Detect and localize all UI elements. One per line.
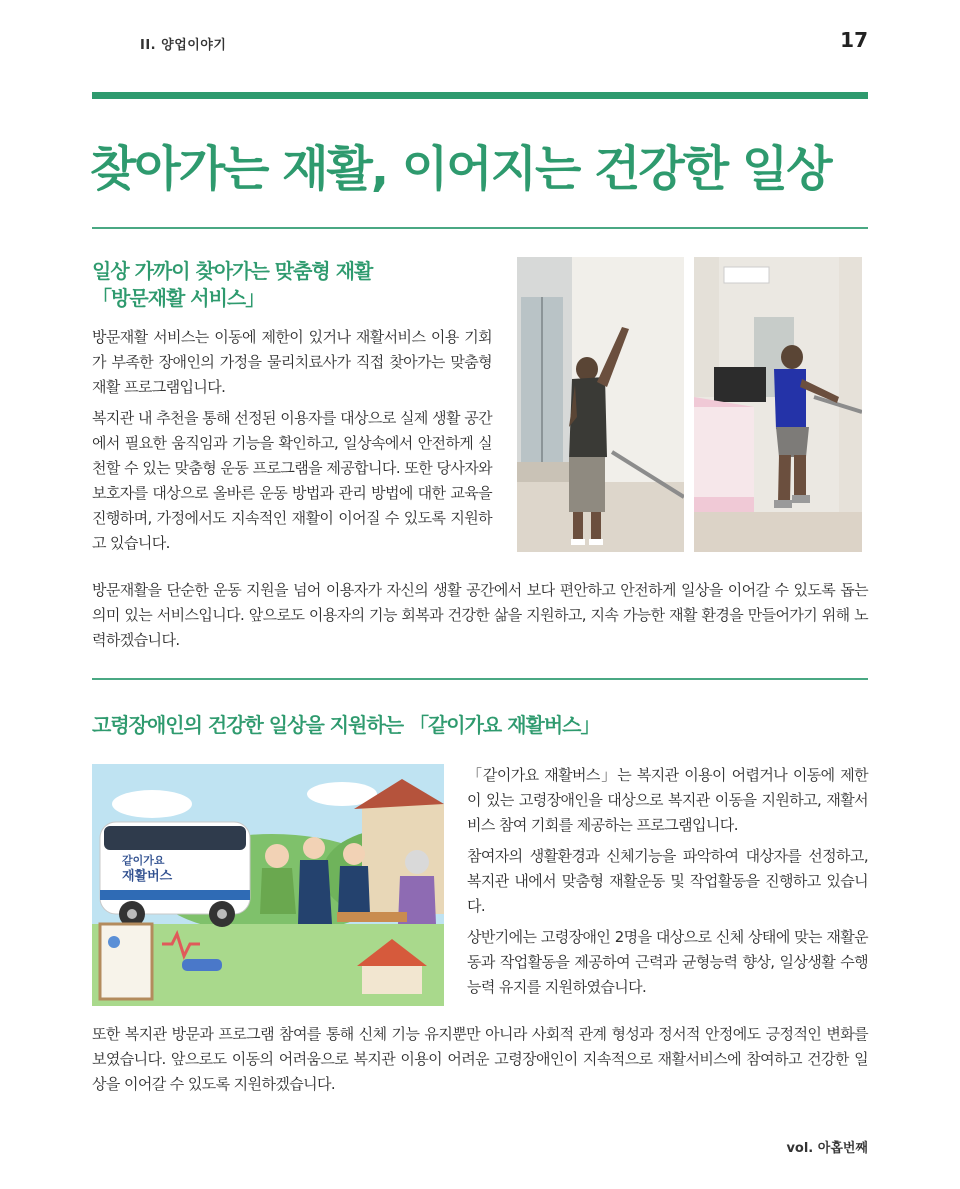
section1-body — [92, 325, 492, 562]
section-divider — [92, 678, 868, 680]
section-label: II. 양업이야기 — [140, 38, 227, 53]
rehab-bus-illustration — [92, 764, 444, 1006]
rehab-photo-wall-exercise — [517, 257, 684, 552]
title-divider — [92, 227, 868, 229]
photo-wall-exercise-illustration — [517, 257, 684, 552]
section2-paragraph: 참여자의 생활환경과 신체기능을 파악하여 대상자를 선정하고, 복지관 내에서 맞춤형 재활운동 및 작업활동을 진행하고 있습니다. — [467, 847, 868, 915]
section2-paragraph: 「같이가요 재활버스」는 복지관 이용이 어렵거나 이동에 제한이 있는 고령장애인을 대상으로 복지관 이동을 지원하고, 재활서비스 참여 기회를 제공하는 프로그램입니다. — [467, 766, 868, 834]
bus-scene-illustration — [92, 764, 444, 1006]
section1-closing-paragraph: 방문재활을 단순한 운동 지원을 넘어 이용자가 자신의 생활 공간에서 보다 편안하고 안전하게 일상을 이어갈 수 있도록 돕는 의미 있는 서비스입니다. 앞으로도 이용자의 기능 회복과 건강한 삶을 지원하고, 지속 가능한 재활 환경을 만들어가기 위해 노력하겠습니다. — [92, 581, 868, 649]
bus-sign-line1: 같이가요 — [122, 854, 165, 867]
footer-volume: vol. 아홉번째 — [786, 1141, 868, 1156]
bus-sign-line2: 재활버스 — [122, 869, 173, 884]
top-accent-bar — [92, 92, 868, 99]
section1-closing — [92, 578, 868, 659]
section2-closing — [92, 1022, 868, 1103]
section2-closing-paragraph: 또한 복지관 방문과 프로그램 참여를 통해 신체 기능 유지뿐만 아니라 사회적 관계 형성과 정서적 안정에도 긍정적인 변화를 보였습니다. 앞으로도 이동의 어려움으로 복지관 이용이 어려운 고령장애인이 지속적으로 재활서비스에 참여하고 건강한 일상을 이어갈 수 있도록 지원하겠습니다. — [92, 1025, 868, 1093]
photo-squat-exercise-illustration — [694, 257, 862, 552]
section1-heading — [92, 258, 502, 312]
page-title: 찾아가는 재활, 이어지는 건강한 일상 — [90, 141, 831, 197]
section2-paragraph: 상반기에는 고령장애인 2명을 대상으로 신체 상태에 맞는 재활운동과 작업활동을 제공하여 근력과 균형능력 향상, 일상생활 수행 능력 유지를 지원하였습니다. — [467, 928, 868, 996]
rehab-photo-squat-exercise — [694, 257, 862, 552]
section2-body — [467, 763, 868, 1006]
page-number: 17 — [840, 28, 868, 52]
section1-paragraph: 방문재활 서비스는 이동에 제한이 있거나 재활서비스 이용 기회가 부족한 장애인의 가정을 물리치료사가 직접 찾아가는 맞춤형 재활 프로그램입니다. — [92, 328, 492, 396]
section2-title: 고령장애인의 건강한 일상을 지원하는 「같이가요 재활버스」 — [92, 713, 600, 737]
section1-paragraph: 복지관 내 추천을 통해 선정된 이용자를 대상으로 실제 생활 공간에서 필요한 움직임과 기능을 확인하고, 일상속에서 안전하게 실천할 수 있는 맞춤형 운동 프로그램을 제공합니다. 또한 당사자와 보호자를 대상으로 올바른 운동 방법과 관리 방법에 대한 교육을 진행하며, 가정에서도 지속적인 재활이 이어질 수 있도록 지원하고 있습니다. — [92, 409, 492, 552]
section1-title-line1: 일상 가까이 찾아가는 맞춤형 재활 — [92, 259, 373, 283]
section1-title-line2: 「방문재활 서비스」 — [92, 286, 265, 310]
